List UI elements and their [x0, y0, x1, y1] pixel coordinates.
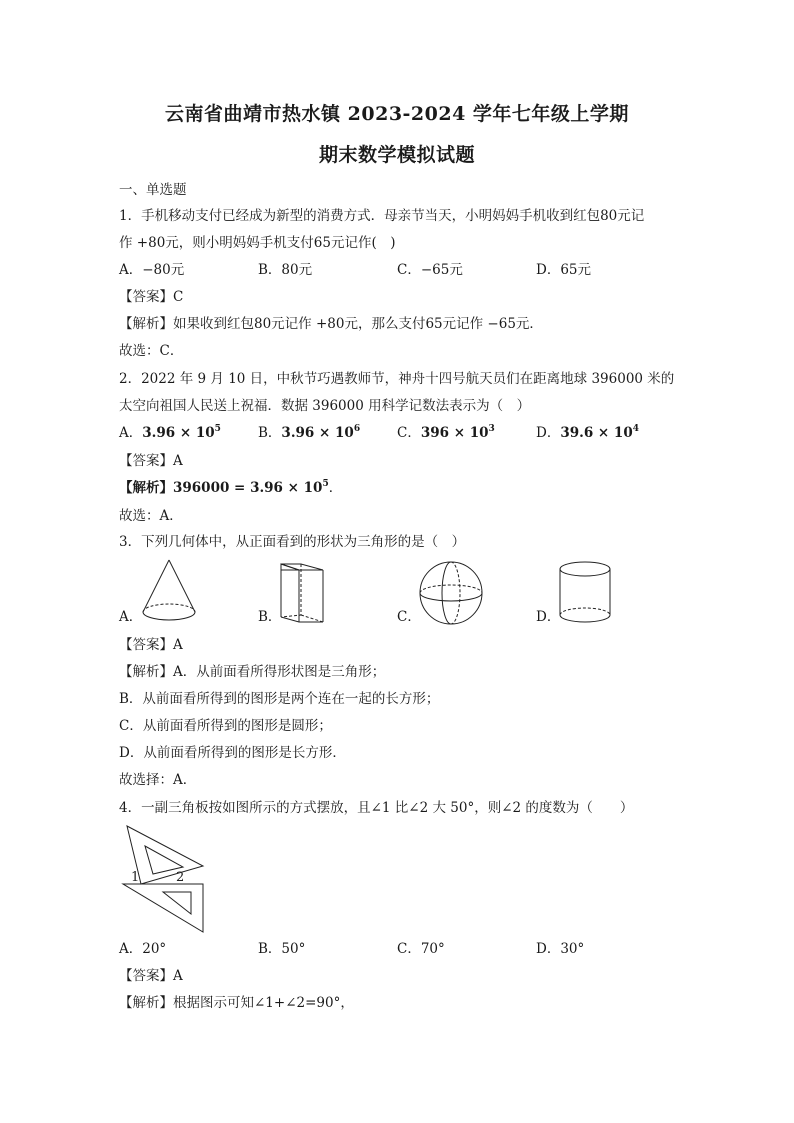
q2-option-a-label: A．: [119, 425, 143, 441]
section-heading: 一、单选题: [119, 182, 187, 198]
q1-stem-line2: 作 +80元，则小明妈妈手机支付65元记作( ): [119, 235, 396, 251]
q2-option-c-exponent: 3: [488, 424, 495, 434]
cylinder-icon: [557, 560, 613, 626]
q3-option-d: D．: [536, 609, 561, 625]
q2-option-b-label: B．: [258, 425, 282, 441]
q4-answer: 【答案】A: [119, 968, 183, 984]
q3-analysis-line1: 【解析】A．从前面看所得形状图是三角形；: [119, 664, 386, 680]
q2-option-c: [397, 423, 495, 443]
q3-option-c: C．: [397, 609, 421, 625]
document-title-line2: 期末数学模拟试题: [318, 144, 475, 166]
q4-option-c: C．70°: [397, 941, 445, 957]
q2-option-c-mantissa: 396 × 10: [420, 425, 489, 441]
q2-analysis-suffix: ．: [328, 480, 343, 496]
q1-option-b: B．80元: [258, 262, 313, 278]
q3-analysis-line2: B．从前面看所得到的图形是两个连在一起的长方形；: [119, 691, 440, 707]
q3-analysis-line4: D．从前面看所得到的图形是长方形．: [119, 745, 346, 761]
q2-analysis-exponent: 5: [322, 479, 329, 489]
q2-conclusion: 故选：A．: [119, 508, 183, 524]
q3-option-b: B．: [258, 609, 282, 625]
q2-option-a-exponent: 5: [214, 424, 221, 434]
q2-stem-line2: 太空向祖国人民送上祝福．数据 396000 用科学记数法表示为（ ）: [119, 398, 531, 414]
angle-1-label: 1: [131, 870, 140, 885]
q2-answer: 【答案】A: [119, 453, 183, 469]
q1-analysis: 【解析】如果收到红包80元记作 +80元，那么支付65元记作 −65元．: [119, 316, 543, 332]
q2-option-b-exponent: 6: [353, 424, 361, 434]
q2-option-a-mantissa: 3.96 × 10: [142, 425, 215, 441]
q4-analysis: 【解析】根据图示可知∠1+∠2=90°，: [119, 995, 354, 1011]
document-title-line1: 云南省曲靖市热水镇 2023-2024 学年七年级上学期: [165, 103, 629, 125]
q1-stem-line1: 1．手机移动支付已经成为新型的消费方式．母亲节当天，小明妈妈手机收到红包80元记: [119, 208, 645, 224]
q1-option-d: D．65元: [536, 262, 592, 278]
q2-analysis: [119, 478, 342, 498]
triangular-prism-icon: [277, 562, 327, 626]
q3-option-a: A．: [119, 609, 143, 625]
cone-icon: [138, 556, 200, 626]
q3-answer: 【答案】A: [119, 637, 183, 653]
q1-answer: 【答案】C: [119, 289, 184, 305]
q1-conclusion: 故选：C．: [119, 343, 184, 359]
q2-option-d: [536, 423, 639, 443]
q3-analysis-line3: C．从前面看所得到的图形是圆形；: [119, 718, 332, 734]
q2-option-d-exponent: 4: [632, 424, 639, 434]
q2-option-b: [258, 423, 360, 443]
set-square-diagram: [119, 822, 219, 934]
q4-option-d: D．30°: [536, 941, 585, 957]
q2-option-d-label: D．: [536, 425, 561, 441]
q2-stem-line1: 2．2022 年 9 月 10 日，中秋节巧遇教师节，神舟十四号航天员们在距离地球 396000 米的: [119, 371, 675, 387]
q1-option-a: A．−80元: [119, 262, 185, 278]
q3-stem: 3．下列几何体中，从正面看到的形状为三角形的是（ ）: [119, 534, 466, 550]
q2-option-a: [119, 423, 221, 443]
angle-2-label: 2: [176, 870, 185, 885]
q2-option-b-mantissa: 3.96 × 10: [281, 425, 354, 441]
sphere-icon: [418, 560, 484, 626]
q4-option-a: A．20°: [119, 941, 167, 957]
q2-option-d-mantissa: 39.6 × 10: [560, 425, 633, 441]
q3-conclusion: 故选择：A．: [119, 772, 197, 788]
q4-stem: 4．一副三角板按如图所示的方式摆放，且∠1 比∠2 大 50°，则∠2 的度数为（ ）: [119, 800, 634, 816]
q1-option-c: C．−65元: [397, 262, 463, 278]
q2-option-c-label: C．: [397, 425, 421, 441]
q4-option-b: B．50°: [258, 941, 306, 957]
q2-analysis-text: 【解析】396000 = 3.96 × 10: [119, 480, 323, 496]
